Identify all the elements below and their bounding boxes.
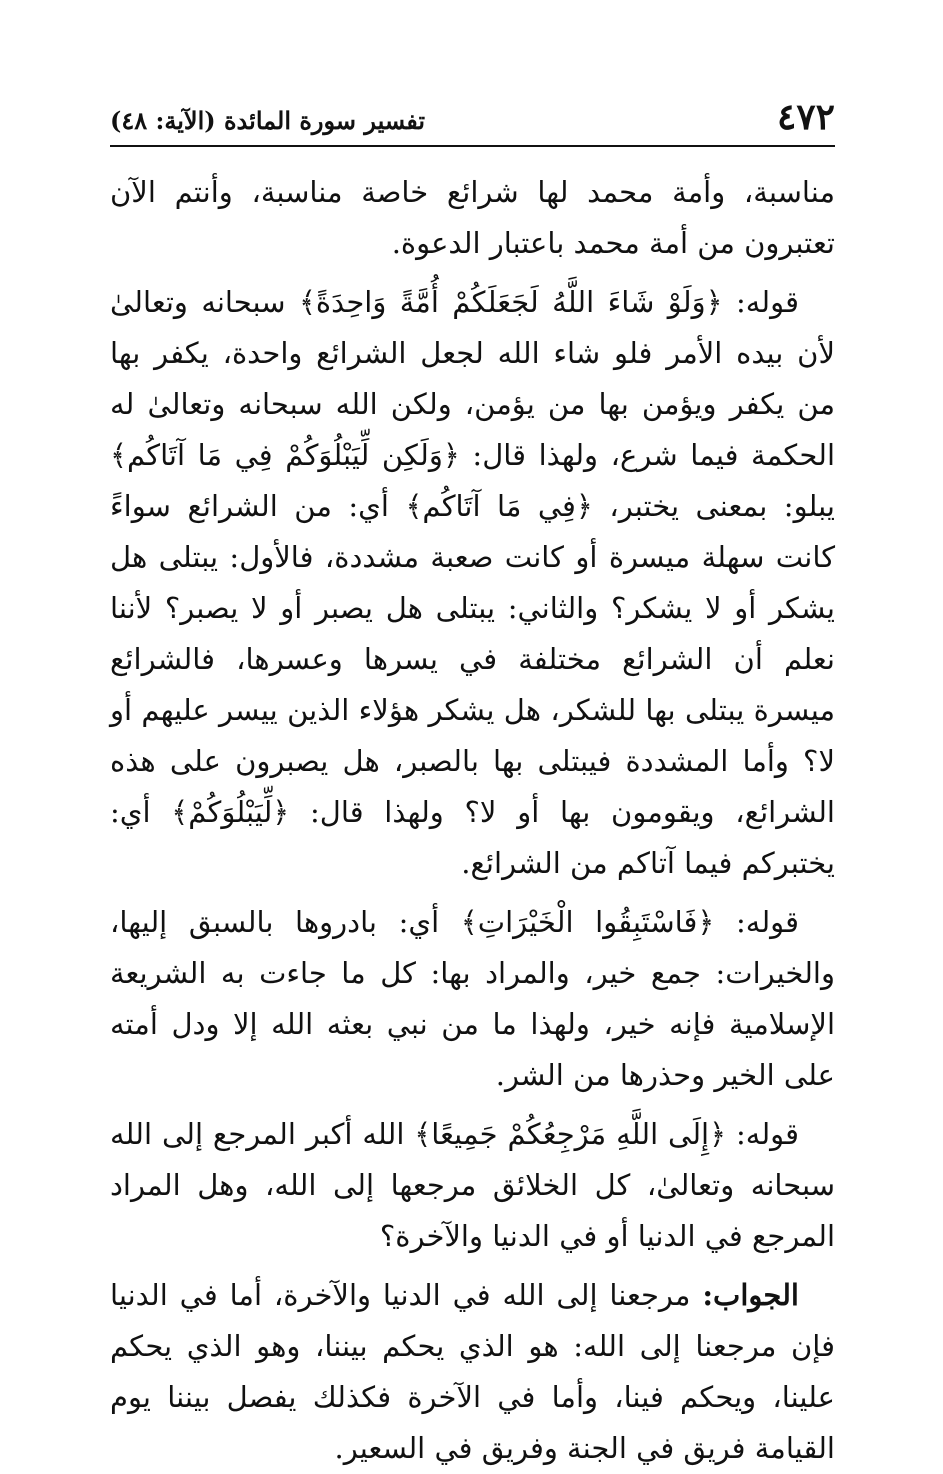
paragraph-text: مرجعنا إلى الله في الدنيا والآخرة، أما في الدنيا فإن مرجعنا إلى الله: هو الذي يحكم بيننا، وهو الذي يحكم علينا، ويحكم فينا، وأما في الآخرة فكذلك يفصل بيننا يوم القيامة فريق في الجنة وفريق في السعير. <box>110 1278 835 1465</box>
paragraph <box>110 1109 835 1262</box>
paragraph-text: قوله: ﴿وَلَوْ شَاءَ اللَّهُ لَجَعَلَكُمْ أُمَّةً وَاحِدَةً﴾ سبحانه وتعالىٰ لأن بيده الأمر فلو شاء الله لجعل الشرائع واحدة، يكفر بها من يكفر ويؤمن بها من يؤمن، ولكن الله سبحانه وتعالىٰ له الحكمة فيما شرع، ولهذا قال: ﴿وَلَكِن لِّيَبْلُوَكُمْ فِي مَا آتَاكُم﴾ يبلو: بمعنى يختبر، ﴿فِي مَا آتَاكُم﴾ أي: من الشرائع سواءً كانت سهلة ميسرة أو كانت صعبة مشددة، فالأول: يبتلى هل يشكر أو لا يشكر؟ والثاني: يبتلى هل يصبر أو لا يصبر؟ لأننا نعلم أن الشرائع مختلفة في يسرها وعسرها، فالشرائع ميسرة يبتلى بها للشكر، هل يشكر هؤلاء الذين ييسر عليهم أو لا؟ وأما المشددة فيبتلى بها بالصبر، هل يصبرون على هذه الشرائع، ويقومون بها أو لا؟ ولهذا قال: ﴿لِّيَبْلُوَكُمْ﴾ أي: يختبركم فيما آتاكم من الشرائع. <box>110 285 835 880</box>
page-number: ٤٧٢ <box>776 96 835 138</box>
paragraph <box>110 167 835 269</box>
running-title: تفسير سورة المائدة (الآية: ٤٨) <box>110 106 426 135</box>
answer-label: الجواب: <box>702 1278 799 1312</box>
body-text <box>110 167 835 1474</box>
paragraph <box>110 897 835 1101</box>
page-header <box>110 95 835 147</box>
paragraph-text: قوله: ﴿فَاسْتَبِقُوا الْخَيْرَاتِ﴾ أي: بادروها بالسبق إليها، والخيرات: جمع خير، والمراد بها: كل ما جاءت به الشريعة الإسلامية فإنه خير، ولهذا ما من نبي بعثه الله إلا ودل أمته على الخير وحذرها من الشر. <box>110 905 835 1092</box>
paragraph-text: قوله: ﴿إِلَى اللَّهِ مَرْجِعُكُمْ جَمِيعًا﴾ الله أكبر المرجع إلى الله سبحانه وتعالىٰ، كل الخلائق مرجعها إلى الله، وهل المراد المرجع في الدنيا أو في الدنيا والآخرة؟ <box>110 1117 835 1253</box>
paragraph <box>110 1270 835 1474</box>
paragraph <box>110 277 835 889</box>
paragraph-text: مناسبة، وأمة محمد لها شرائع خاصة مناسبة، وأنتم الآن تعتبرون من أمة محمد باعتبار الدعوة. <box>110 175 835 260</box>
book-page <box>110 95 835 1465</box>
